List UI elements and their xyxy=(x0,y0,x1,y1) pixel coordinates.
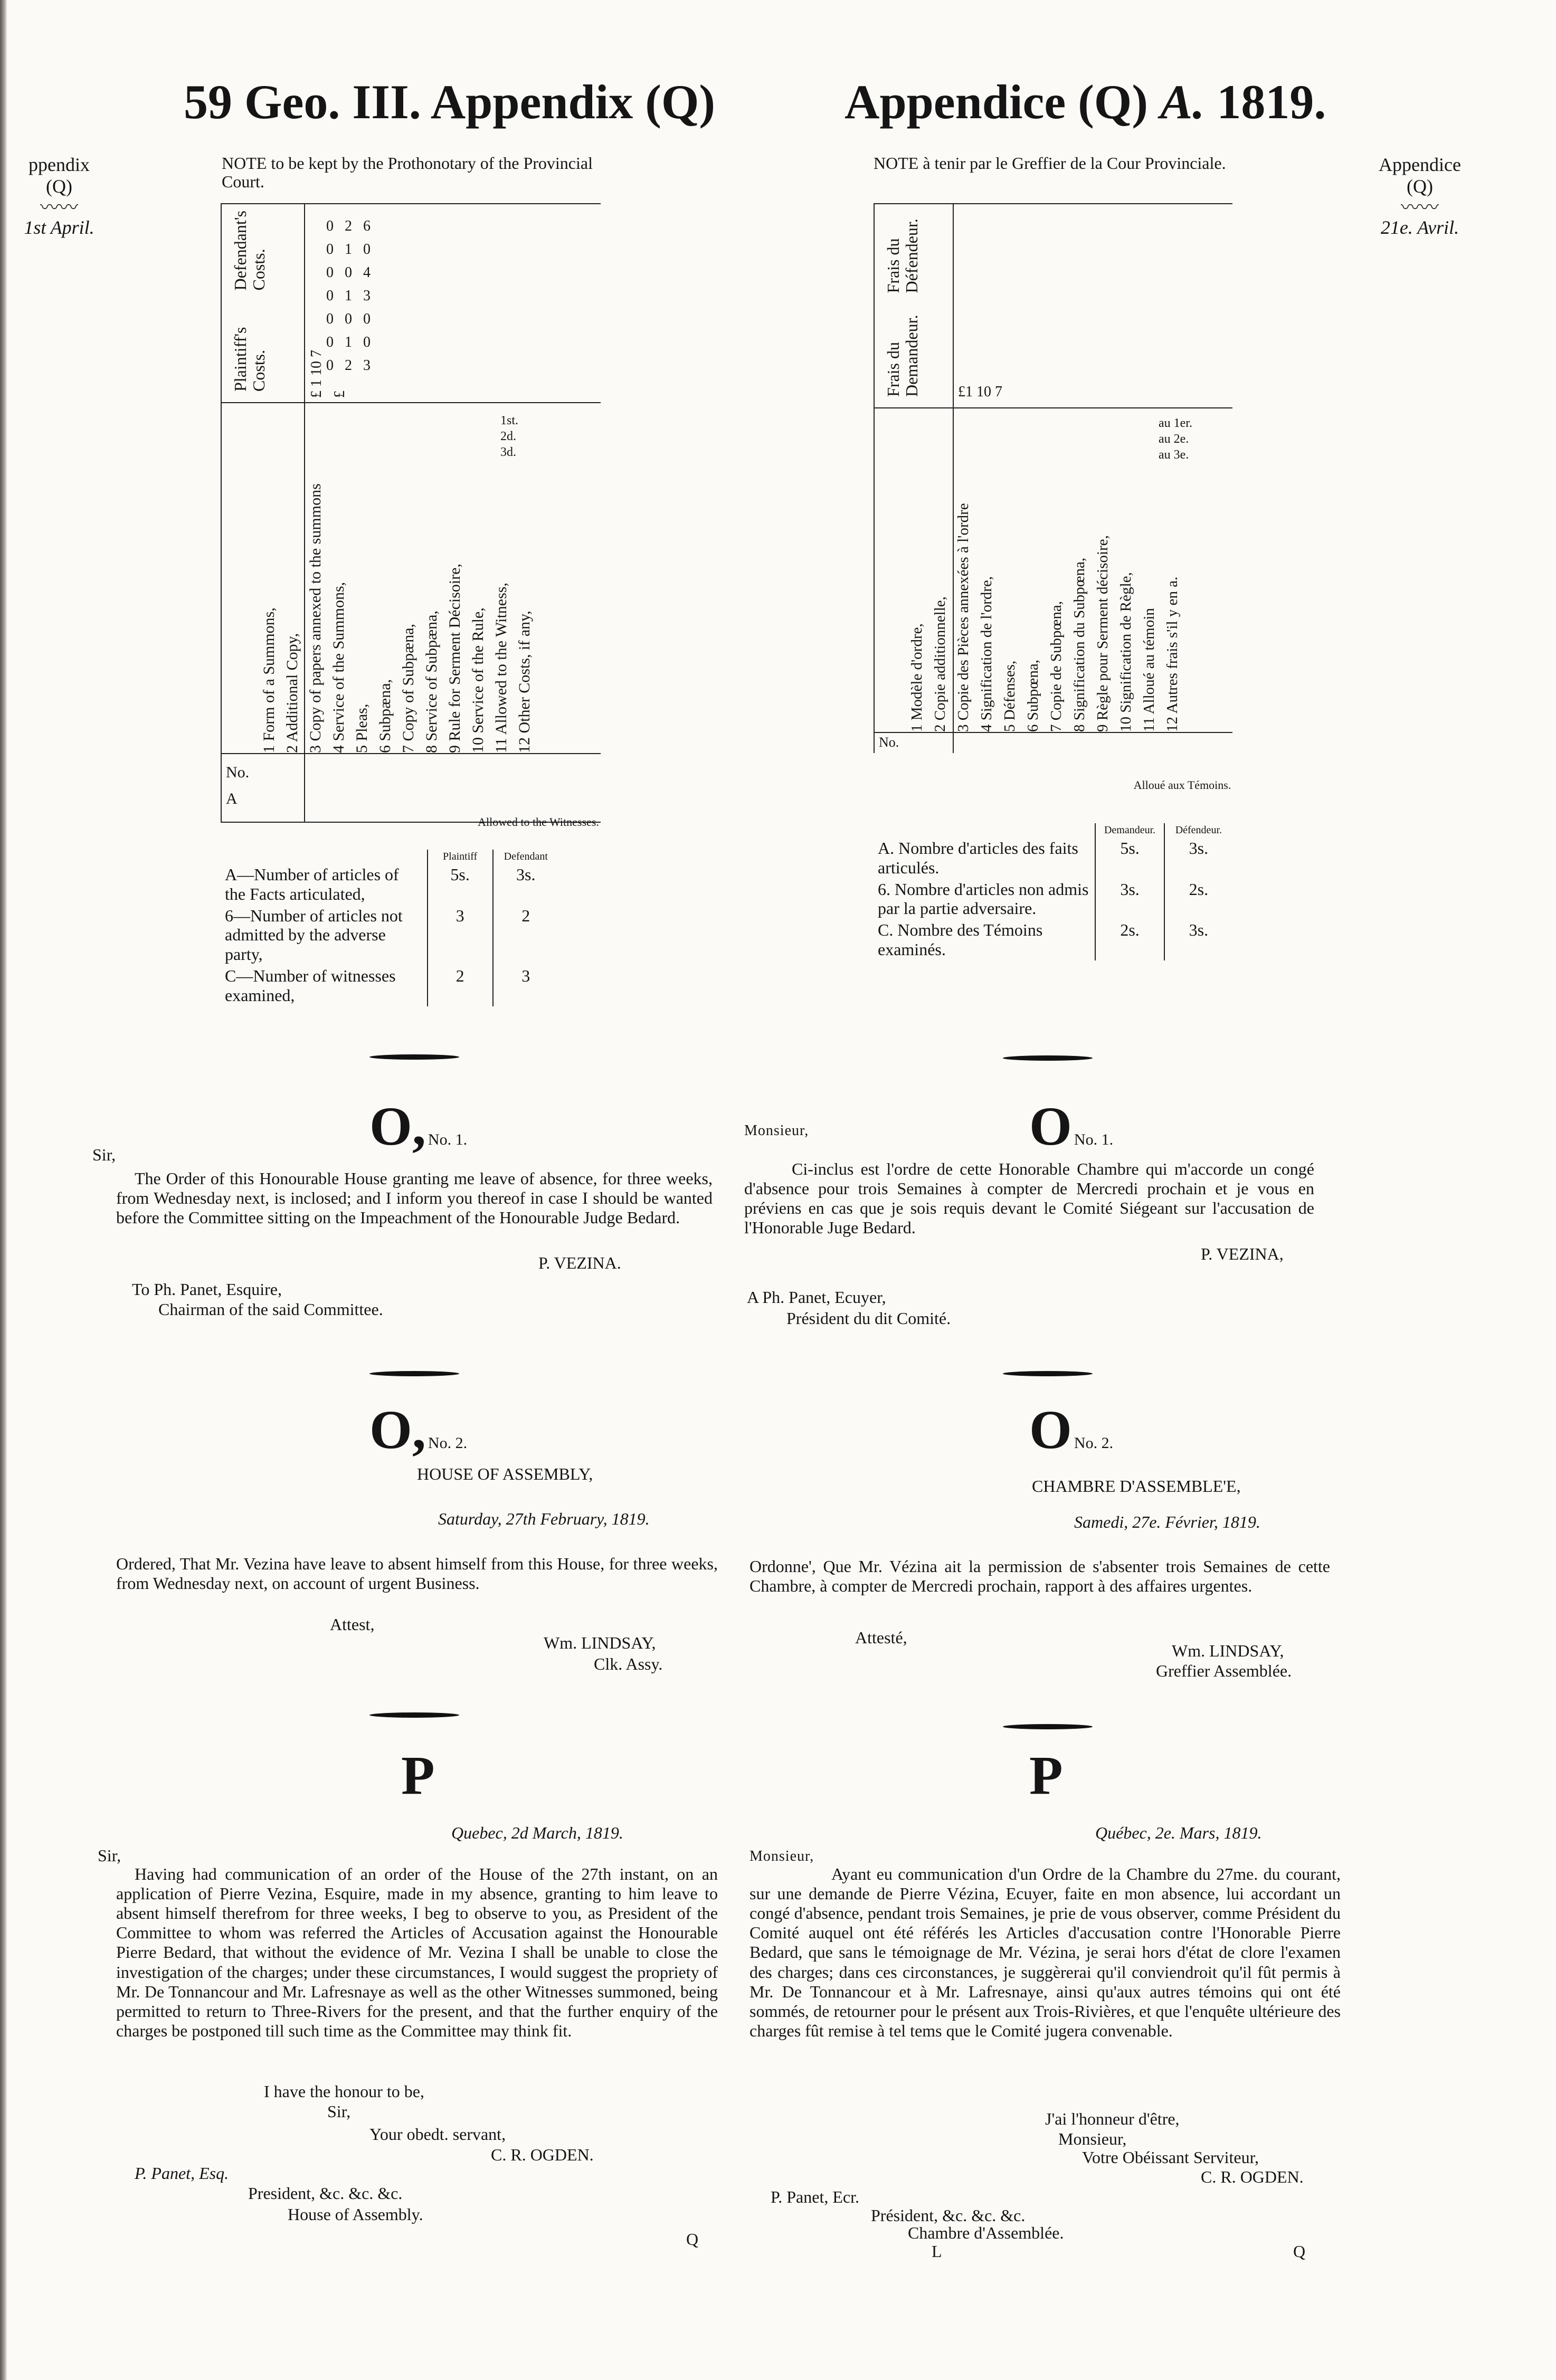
list-item: 4 Service of the Summons, xyxy=(330,582,347,753)
margin-date: 21e. Avril. xyxy=(1380,216,1459,238)
table-row xyxy=(221,905,558,965)
col-no: No. xyxy=(226,764,250,781)
page-scan-edge xyxy=(0,0,7,2380)
section-heading-o1 xyxy=(369,1095,467,1158)
cost-row: 0 0 0 xyxy=(326,311,371,327)
salutation: Monsieur, xyxy=(744,1122,809,1139)
currency-mark: £ xyxy=(331,391,348,398)
costs-table-en xyxy=(221,203,601,822)
note-title-fr: NOTE à tenir par le Greffier de la Cour Provinciale. xyxy=(874,154,1226,173)
signature: Wm. LINDSAY, xyxy=(544,1633,656,1652)
cost-row: 0 1 3 xyxy=(326,288,371,304)
section-heading-o2 xyxy=(369,1398,467,1461)
list-item: 6 Subpœna, xyxy=(1024,660,1041,732)
section-divider xyxy=(1003,1724,1093,1729)
plaintiff-col-header: Demandeur. xyxy=(1095,823,1164,837)
page-header-right xyxy=(845,74,1326,130)
section-letter: O xyxy=(1029,1400,1072,1460)
letter-body-p-fr: Ayant eu communication d'un Ordre de la Chambre du 27me. du courant, sur une demande de Pierre Vézina, Ecuyer, faite en mon absence, lui accordant un congé d'absence, pendant trois Semaines, je prie de vous observer, comme Président du Comité auquel ont été référés les Articles d'accusation contre l'Honorable Pierre Bedard, que sans le témoignage de Mr. Vézina, je serai hors d'état de clore l'examen des charges; dans ces circonstances, je suggèrerai qu'il conviendroit qu'il fût permis à Mr. De Tonnancour et à Mr. Lafresnaye, ainsi qu'aux autres témoins qui ont été sommés, de retourner pour le présent aux Trois-Rivières, et que l'enquête ultérieure des charges fût remise à tel tems que le Comité jugera convenable. xyxy=(749,1864,1341,2040)
costs-table-fr xyxy=(874,203,1232,753)
section-divider xyxy=(369,1054,459,1060)
allowed-mark: au 1er. xyxy=(1159,416,1192,430)
addressee-org: Chambre d'Assemblée. xyxy=(908,2223,1064,2242)
count-defendant: 2s. xyxy=(1164,879,1232,920)
list-item: 11 Alloué au témoin xyxy=(1141,608,1157,732)
count-label: 6—Number of articles not admitted by the adverse party, xyxy=(225,906,403,964)
plaintiff-col-header: Plaintiff xyxy=(428,850,493,864)
addressee-line: P. Panet, Esq. xyxy=(135,2164,229,2183)
signature-title: Clk. Assy. xyxy=(594,1654,663,1673)
order-date: Samedi, 27e. Février, 1819. xyxy=(1074,1512,1260,1531)
order-body-fr: Ordonne', Que Mr. Vézina ait la permission de s'absenter trois Semaines de cette Chambre, à compter de Mercredi prochain, rapport à des affaires urgentes. xyxy=(749,1557,1330,1596)
allowed-mark: 1st. xyxy=(500,414,519,427)
order-body-en: Ordered, That Mr. Vezina have leave to absent himself from this House, for three weeks, from Wednesday next, on account of urgent Business. xyxy=(116,1554,718,1593)
margin-appendix-q: (Q) xyxy=(46,176,72,197)
list-item: 5 Pleas, xyxy=(353,703,371,753)
defendant-col-header: Defendant xyxy=(493,850,558,864)
list-item: 1 Form of a Summons, xyxy=(260,607,278,753)
salutation: Sir, xyxy=(92,1145,116,1164)
addressee-line: P. Panet, Ecr. xyxy=(771,2187,859,2206)
house-name: HOUSE OF ASSEMBLY, xyxy=(417,1464,593,1483)
addressee-line: To Ph. Panet, Esquire, xyxy=(132,1280,282,1299)
defendant-costs-header: Defendant's Costs. xyxy=(231,211,269,291)
table-row xyxy=(874,837,1232,879)
list-item: 12 Other Costs, if any, xyxy=(516,611,533,753)
addressee-org: House of Assembly. xyxy=(288,2205,423,2224)
signature: C. R. OGDEN. xyxy=(1201,2167,1304,2186)
list-item: 9 Règle pour Serment décisoire, xyxy=(1094,535,1111,732)
list-item: 7 Copy of Subpæna, xyxy=(400,623,417,753)
letter-body-p-en: Having had communication of an order of the House of the 27th instant, on an application of Pierre Vezina, Esquire, made in my absence, granting to him leave to absent himself therefrom for three weeks, I beg to observe to you, as President of the Committee to whom was referred the Articles of Accusation against the Honourable Pierre Bedard, that without the evidence of Mr. Vezina I shall be unable to close the investigation of the charges; under these circumstances, I would suggest the propriety of Mr. De Tonnancour and Mr. Lafresnaye as well as the other Witnesses summoned, being permitted to return to Three-Rivers for the present, and that the further enquiry of the charges be postponed till such time as the Committee may think fit. xyxy=(116,1864,718,2040)
list-item: 8 Signification du Subpœna, xyxy=(1071,557,1088,732)
count-label: A. Nombre d'articles des faits articulés. xyxy=(878,839,1078,877)
list-item: 4 Signification de l'ordre, xyxy=(978,576,995,732)
addressee-line: A Ph. Panet, Ecuyer, xyxy=(747,1288,886,1307)
list-item: 8 Service of Subpæna, xyxy=(423,611,440,753)
closing-line: Votre Obéissant Serviteur, xyxy=(1082,2148,1259,2167)
margin-appendix-label: Appendice xyxy=(1379,154,1461,175)
plaintiff-costs-header: Frais du Demandeur. xyxy=(884,315,922,397)
plaintiff-total: £1 10 7 xyxy=(958,384,1002,400)
signature-mark: L xyxy=(932,2242,942,2261)
signature-mark: Q xyxy=(686,2230,699,2249)
section-number: No. 2. xyxy=(428,1434,468,1452)
margin-note-right xyxy=(1351,154,1488,239)
allowed-marks-fr xyxy=(1159,415,1192,463)
section-number: No. 1. xyxy=(428,1131,468,1148)
section-divider xyxy=(1003,1371,1093,1376)
header-right-a: A. xyxy=(1160,75,1205,129)
allowed-witnesses-label: Alloué aux Témoins. xyxy=(1133,778,1231,792)
closing-line: J'ai l'honneur d'être, xyxy=(1045,2109,1180,2128)
count-defendant: 3 xyxy=(493,965,558,1006)
signature-mark: Q xyxy=(1293,2242,1306,2261)
closing-line: Monsieur, xyxy=(1058,2129,1127,2148)
count-label: C—Number of witnesses examined, xyxy=(225,966,396,1005)
count-defendant: 3s. xyxy=(493,864,558,905)
table-row xyxy=(221,965,558,1006)
signature: C. R. OGDEN. xyxy=(491,2145,594,2164)
order-date: Saturday, 27th February, 1819. xyxy=(438,1509,650,1528)
cost-digits-en xyxy=(326,215,371,377)
signature-title: Greffier Assemblée. xyxy=(1156,1661,1292,1680)
letter-date: Québec, 2e. Mars, 1819. xyxy=(1095,1823,1262,1842)
col-no: No. xyxy=(879,735,899,750)
list-item: 2 Additional Copy, xyxy=(283,633,301,753)
table-row xyxy=(874,919,1232,960)
list-item: 7 Copie de Subpœna, xyxy=(1048,601,1065,732)
note-title-en: NOTE to be kept by the Prothonotary of the Provincial Court. xyxy=(222,154,593,192)
list-item: 5 Défenses, xyxy=(1001,660,1018,732)
signature: P. VEZINA. xyxy=(538,1253,621,1272)
signature: Wm. LINDSAY, xyxy=(1172,1641,1284,1660)
margin-appendix-label: ppendix xyxy=(29,154,90,175)
letter-body-o1-en: The Order of this Honourable House granting me leave of absence, for three weeks, from Wednesday next, is inclosed; and I inform you thereof in case I should be wanted before the Committee sitting on the Impeachment of the Honourable Judge Bedard. xyxy=(116,1169,713,1227)
closing-line: Sir, xyxy=(327,2102,351,2121)
signature: P. VEZINA, xyxy=(1201,1244,1284,1263)
table-row xyxy=(874,879,1232,920)
list-item: 3 Copie des Pièces annexées à l'ordre xyxy=(955,503,972,732)
list-item: 1 Modèle d'ordre, xyxy=(908,623,925,732)
list-item: 2 Copie additionnelle, xyxy=(932,596,948,732)
count-plaintiff: 3 xyxy=(428,905,493,965)
count-label: A—Number of articles of the Facts articulated, xyxy=(225,865,399,903)
count-label: 6. Nombre d'articles non admis par la partie adversaire. xyxy=(878,879,1089,918)
cost-row: 0 1 0 xyxy=(326,334,371,350)
list-item: 11 Allowed to the Witness, xyxy=(492,583,510,753)
item-list-en xyxy=(258,405,536,753)
letter-date: Quebec, 2d March, 1819. xyxy=(451,1823,623,1842)
allowed-mark: au 2e. xyxy=(1159,432,1189,446)
brace-ornament-icon: 〰〰 xyxy=(40,196,78,218)
allowed-marks-en xyxy=(500,413,518,460)
counts-table-fr xyxy=(874,823,1232,960)
cost-row: 0 2 6 xyxy=(326,218,371,234)
table-row xyxy=(221,864,558,905)
count-label: C. Nombre des Témoins examinés. xyxy=(878,920,1043,959)
section-letter: O xyxy=(1029,1096,1072,1157)
list-item: 9 Rule for Serment Décisoire, xyxy=(446,563,463,753)
list-item: 10 Signification de Règle, xyxy=(1117,572,1134,732)
section-number: No. 2. xyxy=(1074,1434,1114,1452)
count-plaintiff: 2s. xyxy=(1095,919,1164,960)
col-a: A xyxy=(226,790,238,807)
attest-label: Attesté, xyxy=(855,1628,907,1647)
addressee-title: President, &c. &c. &c. xyxy=(248,2184,403,2203)
brace-ornament-icon: 〰〰 xyxy=(1400,196,1439,218)
list-item: 3 Copy of papers annexed to the summons xyxy=(307,483,324,753)
counts-table-en xyxy=(221,850,558,1006)
header-right-title: Appendice (Q) xyxy=(845,75,1148,129)
list-item: 6 Subpæna, xyxy=(376,679,394,753)
cost-row: 0 1 0 xyxy=(326,241,371,258)
margin-note-left xyxy=(12,154,107,239)
section-letter-p: P xyxy=(1029,1745,1063,1806)
count-plaintiff: 5s. xyxy=(428,864,493,905)
addressee-title: Chairman of the said Committee. xyxy=(158,1300,383,1319)
page-header-left: 59 Geo. III. Appendix (Q) xyxy=(184,75,716,129)
attest-label: Attest, xyxy=(330,1615,375,1634)
defendant-costs-header: Frais du Défendeur. xyxy=(884,218,922,293)
section-heading-o1 xyxy=(1029,1095,1113,1158)
salutation: Sir, xyxy=(98,1846,121,1865)
allowed-mark: 2d. xyxy=(500,430,516,443)
section-divider xyxy=(1003,1055,1093,1061)
cost-row: 0 0 4 xyxy=(326,264,371,281)
plaintiff-costs-header: Plaintiff's Costs. xyxy=(231,327,269,392)
section-letter: O, xyxy=(369,1096,426,1157)
cost-row: 0 2 3 xyxy=(326,357,371,374)
salutation: Monsieur, xyxy=(749,1848,814,1864)
allowed-witnesses-label: Allowed to the Witnesses. xyxy=(478,815,599,829)
house-name: CHAMBRE D'ASSEMBLE'E, xyxy=(1032,1477,1241,1496)
count-defendant: 3s. xyxy=(1164,919,1232,960)
list-item: 12 Autres frais s'il y en a. xyxy=(1164,576,1181,732)
letter-body-o1-fr: Ci-inclus est l'ordre de cette Honorable Chambre qui m'accorde un congé d'absence pour trois Semaines à compter de Mercredi prochain et je vous en préviens en cas que je sois requis devant le Comité Siégeant sur l'accusation de l'Honorable Juge Bedard. xyxy=(744,1159,1314,1237)
count-defendant: 3s. xyxy=(1164,837,1232,879)
list-item: 10 Service of the Rule, xyxy=(469,607,487,753)
addressee-title: Président du dit Comité. xyxy=(786,1309,951,1328)
margin-appendix-q: (Q) xyxy=(1407,176,1433,197)
item-list-fr xyxy=(905,410,1184,732)
allowed-mark: 3d. xyxy=(500,445,516,459)
count-plaintiff: 2 xyxy=(428,965,493,1006)
section-divider xyxy=(369,1712,459,1718)
count-plaintiff: 3s. xyxy=(1095,879,1164,920)
section-number: No. 1. xyxy=(1074,1131,1114,1148)
count-plaintiff: 5s. xyxy=(1095,837,1164,879)
plaintiff-total: £ 1 10 7 xyxy=(308,350,325,398)
closing-line: Your obedt. servant, xyxy=(369,2125,506,2144)
section-divider xyxy=(369,1371,459,1376)
addressee-title: Président, &c. &c. &c. xyxy=(871,2206,1026,2225)
section-letter-p: P xyxy=(401,1745,435,1806)
margin-date: 1st April. xyxy=(24,216,94,238)
allowed-mark: au 3e. xyxy=(1159,448,1189,462)
count-defendant: 2 xyxy=(493,905,558,965)
header-right-year: 1819. xyxy=(1217,75,1326,129)
defendant-col-header: Défendeur. xyxy=(1164,823,1232,837)
section-letter: O, xyxy=(369,1400,426,1460)
closing-line: I have the honour to be, xyxy=(264,2082,424,2101)
section-heading-o2 xyxy=(1029,1398,1113,1461)
